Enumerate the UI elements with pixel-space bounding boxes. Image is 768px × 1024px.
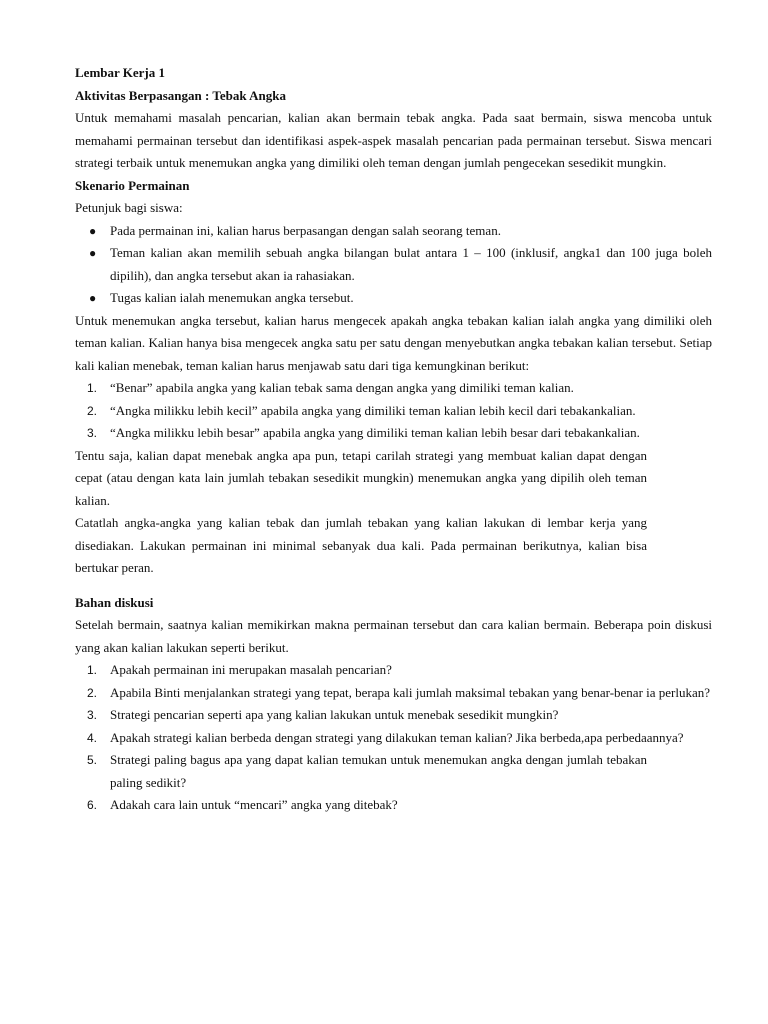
- list-item-text: “Angka milikku lebih kecil” apabila angka yang dimiliki teman kalian lebih kecil dari tebakankalian.: [110, 402, 636, 418]
- list-item-text: “Angka milikku lebih besar” apabila angka yang dimiliki teman kalian lebih besar dari tebakankalian.: [110, 425, 640, 440]
- list-item: [75, 400, 712, 423]
- list-number: 3.: [87, 708, 98, 722]
- response-list: [75, 377, 712, 445]
- rules-paragraph: Untuk menemukan angka tersebut, kalian harus mengecek apakah angka tebakan kalian ialah angka yang dimiliki oleh teman kalian. Kalian hanya bisa mengecek angka satu per satu dengan menyebutkan angka tebakan kalian tersebut. Setiap kali kalian menebak, teman kalian harus menjawab satu dari tiga kemungkinan berikut:: [75, 312, 712, 373]
- list-number: 1.: [87, 663, 98, 677]
- list-item-text: Strategi pencarian seperti apa yang kalian lakukan untuk menebak sesedikit mungkin?: [110, 707, 559, 722]
- worksheet-title: Lembar Kerja 1: [75, 65, 166, 80]
- list-number: 3.: [87, 426, 98, 440]
- intro-paragraph: Untuk memahami masalah pencarian, kalian akan bermain tebak angka. Pada saat bermain, siswa mencoba untuk memahami permainan tersebut dan identifikasi aspek-aspek masalah pencarian pada permainan tersebut. Siswa mencari strategi terbaik untuk menemukan angka yang dimiliki oleh teman dengan jumlah pengecekan sesedikit mungkin.: [75, 110, 712, 170]
- activity-title: Aktivitas Berpasangan : Tebak Angka: [75, 87, 286, 103]
- document-body: [75, 62, 712, 817]
- list-number: 2.: [87, 403, 98, 418]
- scenario-title: Skenario Permainan: [75, 177, 190, 193]
- list-item-text: Tugas kalian ialah menemukan angka tersebut.: [110, 290, 354, 305]
- section-spacer: [75, 580, 712, 592]
- list-number: 1.: [87, 381, 98, 395]
- list-item: [75, 794, 712, 817]
- list-item-text: Adakah cara lain untuk “mencari” angka yang ditebak?: [110, 797, 398, 812]
- discussion-question-list: [75, 659, 712, 817]
- list-number: 5.: [87, 753, 98, 767]
- discussion-title: Bahan diskusi: [75, 594, 154, 610]
- record-paragraph: Catatlah angka-angka yang kalian tebak dan jumlah tebakan yang kalian lakukan di lembar kerja yang disediakan. Lakukan permainan ini minimal sebanyak dua kali. Pada permainan berikutnya, kalian bisa bertukar peran.: [75, 515, 647, 575]
- list-number: 6.: [87, 798, 98, 812]
- list-item: [75, 287, 712, 310]
- list-item: [75, 242, 712, 287]
- list-number: 2.: [87, 685, 98, 700]
- instructions-label: Petunjuk bagi siswa:: [75, 200, 183, 215]
- list-item: [75, 704, 712, 727]
- bullet-icon: ●: [89, 223, 97, 238]
- list-item-text: Pada permainan ini, kalian harus berpasangan dengan salah seorang teman.: [110, 222, 501, 238]
- discussion-intro: Setelah bermain, saatnya kalian memikirkan makna permainan tersebut dan cara kalian bermain. Beberapa poin diskusi yang akan kalian lakukan seperti berikut.: [75, 617, 712, 655]
- list-item-text: Teman kalian akan memilih sebuah angka bilangan bulat antara 1 – 100 (inklusif, angka1 dan 100 juga boleh dipilih), dan angka tersebut akan ia rahasiakan.: [110, 245, 712, 283]
- strategy-paragraph: Tentu saja, kalian dapat menebak angka apa pun, tetapi carilah strategi yang membuat kalian dapat dengan cepat (atau dengan kata lain jumlah tebakan sesedikit mungkin) menemukan angka yang dipilih oleh teman kalian.: [75, 447, 647, 508]
- list-item: [75, 682, 712, 705]
- instruction-bullet-list: [75, 220, 712, 310]
- list-item: [75, 749, 647, 794]
- list-item-text: “Benar” apabila angka yang kalian tebak sama dengan angka yang dimiliki teman kalian.: [110, 380, 574, 395]
- list-item: [75, 727, 712, 750]
- list-item-text: Apakah strategi kalian berbeda dengan strategi yang dilakukan teman kalian? Jika berbeda,apa perbedaannya?: [110, 729, 684, 745]
- list-item: [75, 220, 712, 243]
- list-item-text: Apabila Binti menjalankan strategi yang tepat, berapa kali jumlah maksimal tebakan yang benar-benar ia perlukan?: [110, 684, 711, 700]
- bullet-icon: ●: [89, 291, 97, 305]
- list-item-text: Strategi paling bagus apa yang dapat kalian temukan untuk menemukan angka dengan jumlah tebakan paling sedikit?: [110, 752, 647, 790]
- list-number: 4.: [87, 730, 98, 745]
- list-item: [75, 377, 712, 400]
- list-item-text: Apakah permainan ini merupakan masalah pencarian?: [110, 662, 392, 677]
- bullet-icon: ●: [89, 246, 97, 260]
- list-item: [75, 659, 712, 682]
- list-item: [75, 422, 712, 445]
